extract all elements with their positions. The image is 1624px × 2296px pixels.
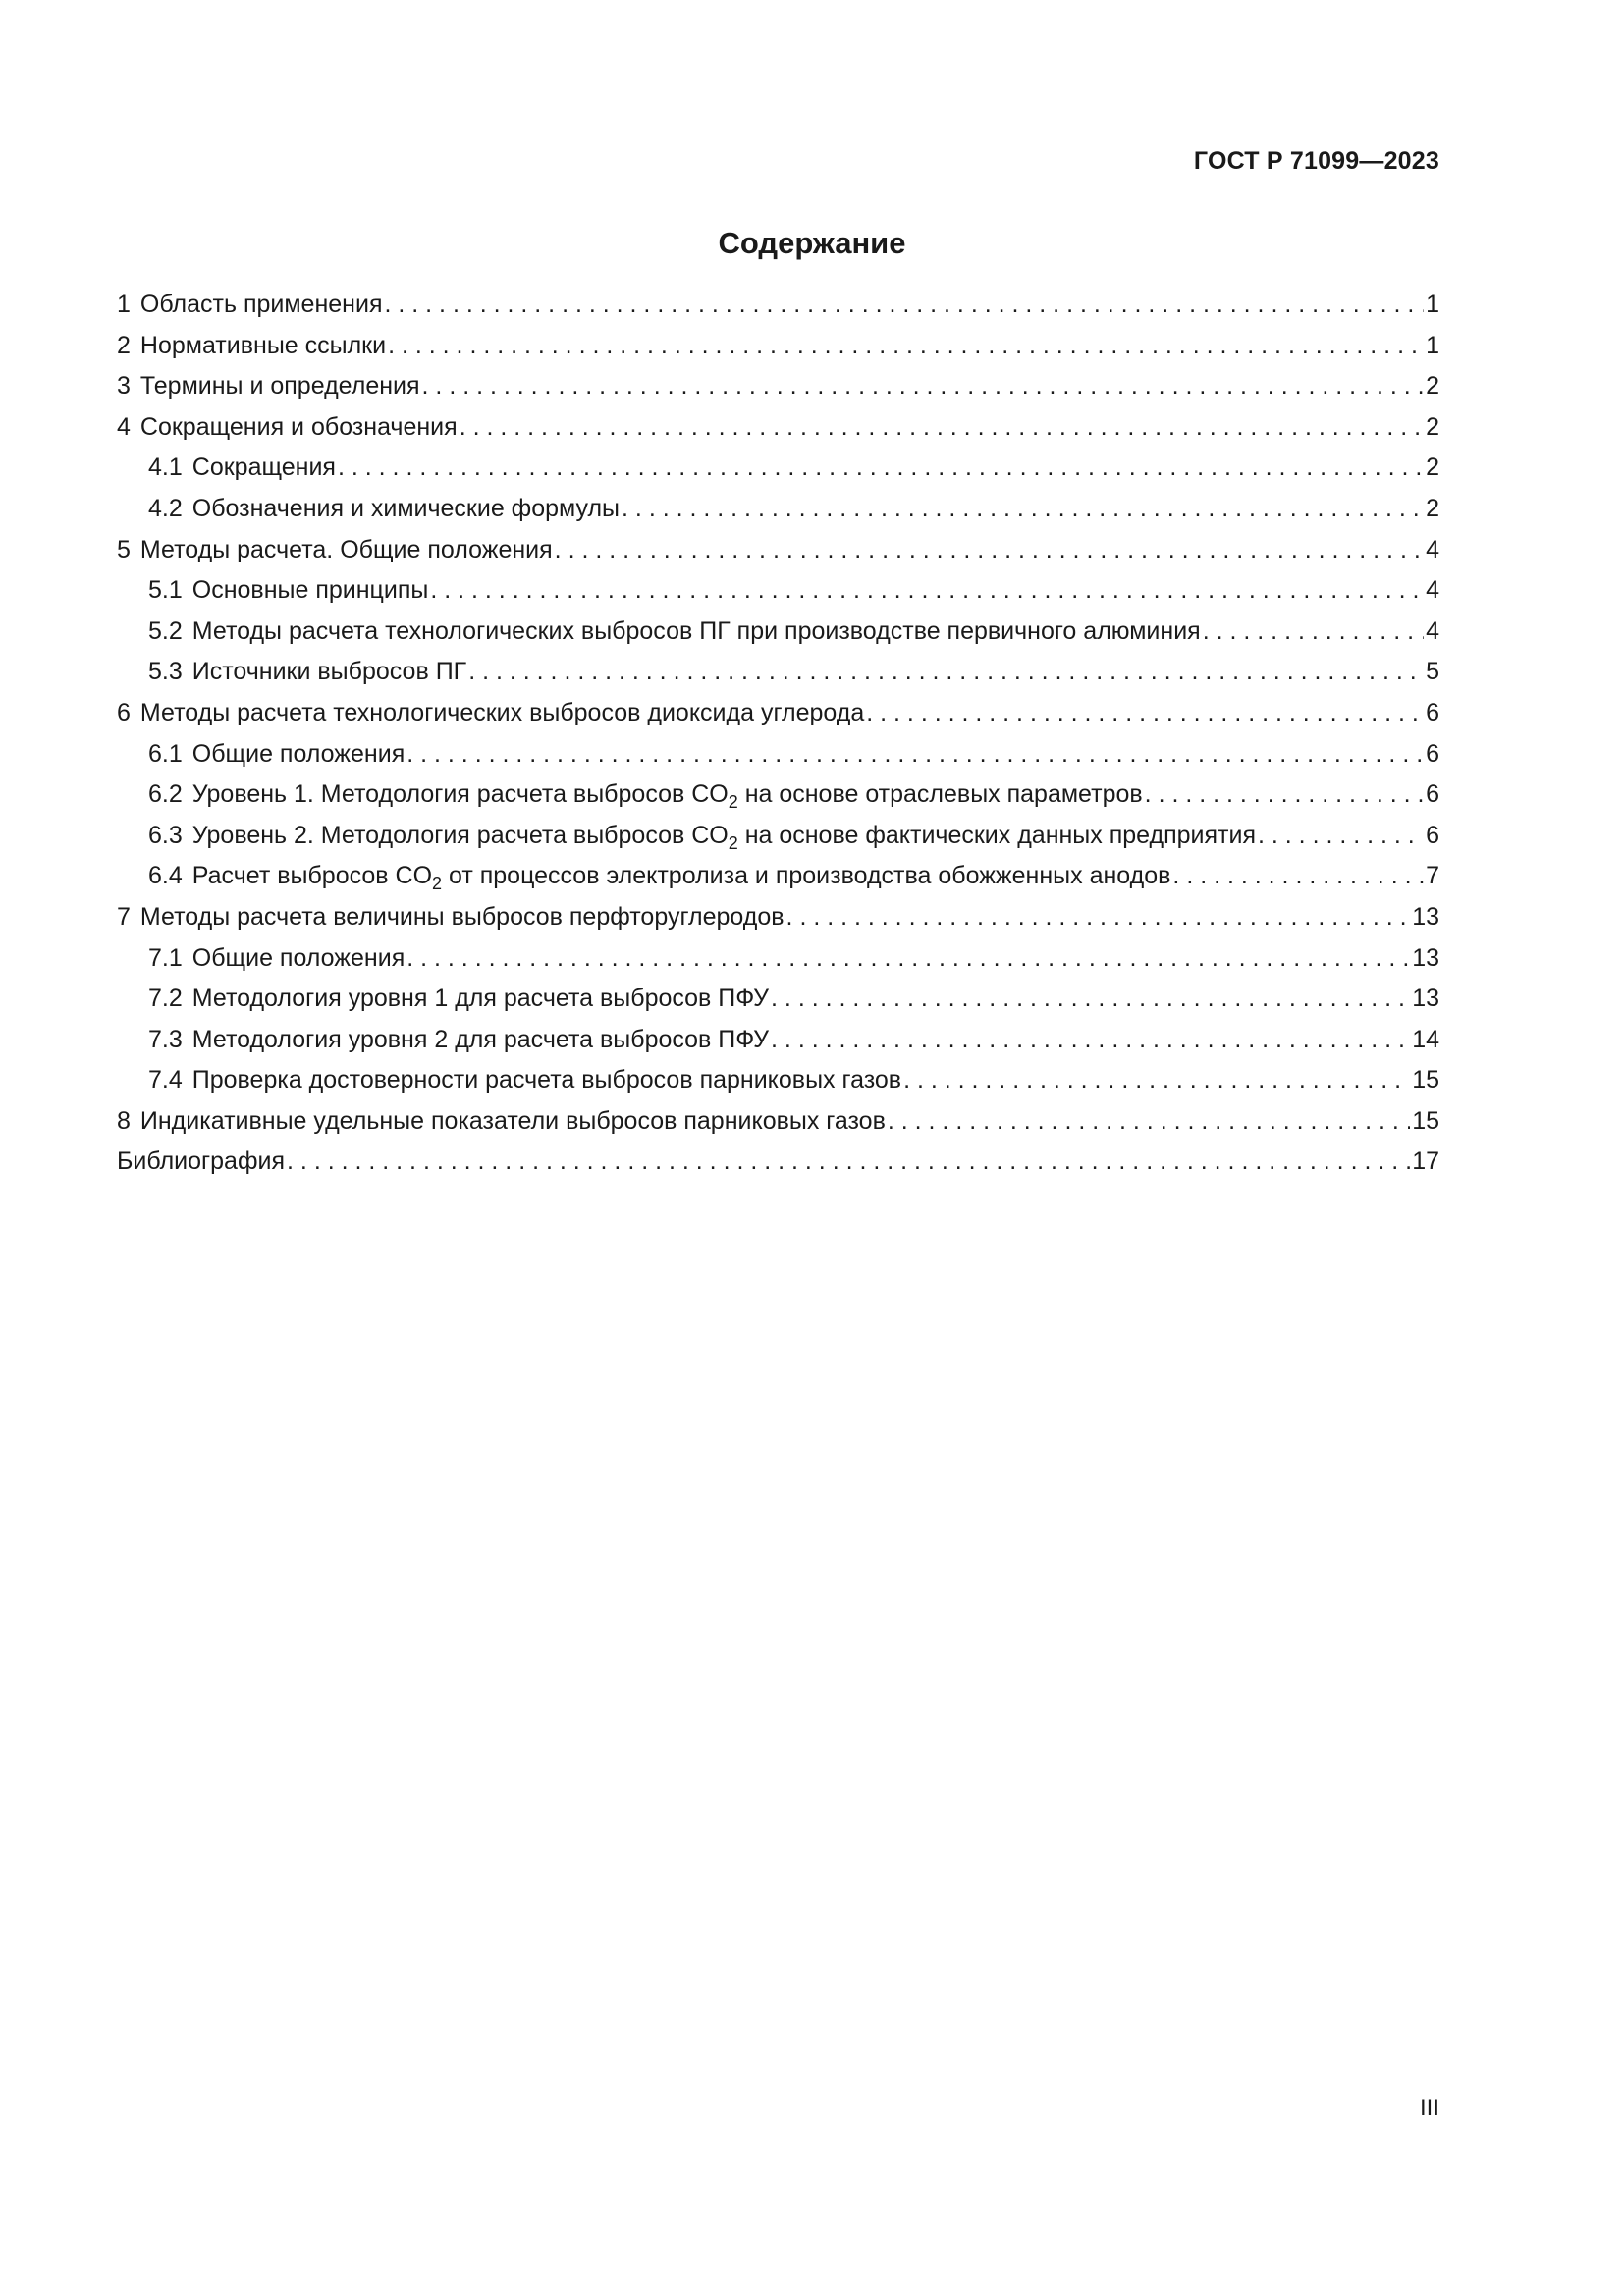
- toc-entry-number: 7.3: [148, 1025, 183, 1053]
- toc-entry-title: [192, 774, 1143, 816]
- toc-entry-title: Методология уровня 1 для расчета выбросов ПФУ: [191, 985, 770, 1013]
- toc-entry-title-text: Расчет выбросов CO: [191, 862, 433, 890]
- toc-entry-title: Сокращения: [191, 454, 336, 482]
- toc-entry[interactable]: [117, 1142, 1439, 1183]
- toc-entry-title-text: на основе фактических данных предприятия: [737, 821, 1256, 849]
- toc-entry-number: 7.2: [148, 985, 183, 1013]
- toc-entry-number: 5: [117, 535, 131, 563]
- toc-entry-number: 2: [117, 331, 131, 359]
- toc-entry-page: 1: [1426, 291, 1439, 318]
- toc-entry-title: Основные принципы: [191, 576, 429, 605]
- table-of-contents: [117, 285, 1439, 1183]
- toc-entry-number: 6.2: [148, 780, 183, 809]
- toc-dot-leader: [771, 1020, 1410, 1061]
- toc-entry[interactable]: [117, 897, 1439, 938]
- toc-entry-page: 13: [1412, 902, 1439, 931]
- toc-dot-leader: [771, 979, 1410, 1020]
- toc-entry[interactable]: [117, 1060, 1439, 1101]
- toc-entry-number: 4.1: [148, 454, 183, 482]
- subscript: 2: [728, 832, 738, 853]
- toc-entry-title-text: Уровень 1. Методология расчета выбросов CO: [191, 780, 729, 809]
- subscript: 2: [728, 792, 738, 813]
- toc-entry-title-text: от процессов электролиза и производства обожженных анодов: [442, 862, 1171, 890]
- toc-dot-leader: [1258, 816, 1424, 857]
- toc-entry-page: 6: [1426, 821, 1439, 849]
- toc-entry-number: 7.1: [148, 943, 183, 972]
- toc-entry[interactable]: [117, 856, 1439, 897]
- toc-entry[interactable]: [117, 530, 1439, 571]
- toc-entry-title: Методы расчета величины выбросов перфторуглеродов: [139, 902, 785, 931]
- toc-entry-page: 4: [1426, 616, 1439, 645]
- toc-entry-number: 4: [117, 412, 131, 441]
- toc-entry-title: Методы расчета. Общие положения: [139, 535, 553, 563]
- toc-dot-leader: [1172, 856, 1424, 897]
- toc-entry-title: [192, 816, 1256, 857]
- toc-entry-page: 4: [1426, 576, 1439, 605]
- toc-entry-title: Методы расчета технологических выбросов ПГ при производстве первичного алюминия: [191, 616, 1201, 645]
- toc-dot-leader: [1203, 612, 1424, 653]
- toc-dot-leader: [555, 530, 1424, 571]
- toc-entry-number: 3: [117, 372, 131, 400]
- toc-entry-page: 2: [1426, 494, 1439, 522]
- toc-entry[interactable]: [117, 979, 1439, 1020]
- toc-entry-title: Методология уровня 2 для расчета выбросов ПФУ: [191, 1025, 770, 1053]
- toc-entry-title: Область применения: [139, 291, 383, 318]
- toc-entry[interactable]: [117, 816, 1439, 857]
- toc-dot-leader: [888, 1101, 1410, 1143]
- toc-entry[interactable]: [117, 366, 1439, 407]
- toc-entry-number: 8: [117, 1106, 131, 1135]
- toc-entry-page: 2: [1426, 412, 1439, 441]
- toc-entry-number: 6.4: [148, 862, 183, 890]
- toc-entry[interactable]: [117, 285, 1439, 326]
- toc-entry[interactable]: [117, 448, 1439, 489]
- toc-entry-page: 14: [1412, 1025, 1439, 1053]
- toc-dot-leader: [388, 326, 1424, 367]
- toc-entry-number: 6.1: [148, 739, 183, 768]
- toc-entry-title: Сокращения и обозначения: [139, 412, 458, 441]
- toc-entry-title: Общие положения: [191, 943, 406, 972]
- toc-entry-page: 13: [1412, 985, 1439, 1013]
- toc-dot-leader: [430, 570, 1424, 612]
- toc-entry-number: 7.4: [148, 1066, 183, 1095]
- toc-entry-page: 6: [1426, 739, 1439, 768]
- toc-entry-title: Библиография: [117, 1148, 286, 1176]
- toc-entry[interactable]: [117, 326, 1439, 367]
- document-code: ГОСТ Р 71099—2023: [1193, 147, 1439, 175]
- toc-entry-title: Обозначения и химические формулы: [191, 494, 621, 522]
- toc-dot-leader: [406, 734, 1424, 775]
- toc-entry-number: 6.3: [148, 821, 183, 849]
- toc-entry-title: Проверка достоверности расчета выбросов парниковых газов: [191, 1066, 902, 1095]
- subscript: 2: [432, 874, 443, 894]
- toc-entry-page: 2: [1426, 372, 1439, 400]
- toc-entry-page: 17: [1412, 1148, 1439, 1176]
- page-number: III: [1419, 2095, 1439, 2121]
- toc-entry-title: [192, 856, 1171, 897]
- toc-dot-leader: [287, 1142, 1410, 1183]
- toc-entry-page: 15: [1412, 1066, 1439, 1095]
- toc-entry-page: 4: [1426, 535, 1439, 563]
- toc-entry-title-text: Уровень 2. Методология расчета выбросов CO: [191, 821, 729, 849]
- toc-entry[interactable]: [117, 1020, 1439, 1061]
- toc-dot-leader: [622, 489, 1424, 530]
- toc-entry-title: Термины и определения: [139, 372, 420, 400]
- toc-dot-leader: [1145, 774, 1424, 816]
- toc-dot-leader: [786, 897, 1411, 938]
- toc-entry-number: 5.3: [148, 658, 183, 686]
- toc-entry-number: 4.2: [148, 494, 183, 522]
- toc-entry-title: Методы расчета технологических выбросов диоксида углерода: [139, 698, 865, 726]
- toc-entry-number: 1: [117, 291, 131, 318]
- toc-entry-page: 7: [1426, 862, 1439, 890]
- toc-dot-leader: [384, 285, 1424, 326]
- toc-entry-page: 6: [1426, 698, 1439, 726]
- toc-entry-title-text: на основе отраслевых параметров: [737, 780, 1143, 809]
- toc-entry-title: Индикативные удельные показатели выбросов парниковых газов: [139, 1106, 886, 1135]
- toc-dot-leader: [422, 366, 1425, 407]
- toc-entry[interactable]: [117, 407, 1439, 449]
- toc-entry-number: 5.1: [148, 576, 183, 605]
- toc-entry[interactable]: [117, 734, 1439, 775]
- toc-dot-leader: [460, 407, 1424, 449]
- toc-dot-leader: [338, 448, 1424, 489]
- toc-entry-page: 6: [1426, 780, 1439, 809]
- toc-heading: Содержание: [718, 226, 906, 260]
- toc-entry-page: 15: [1412, 1106, 1439, 1135]
- toc-entry[interactable]: [117, 652, 1439, 693]
- toc-entry-page: 13: [1412, 943, 1439, 972]
- toc-entry-page: 2: [1426, 454, 1439, 482]
- toc-entry-page: 1: [1426, 331, 1439, 359]
- toc-dot-leader: [468, 652, 1424, 693]
- toc-dot-leader: [903, 1060, 1410, 1101]
- toc-entry-title: Нормативные ссылки: [139, 331, 387, 359]
- toc-entry[interactable]: [117, 938, 1439, 980]
- toc-dot-leader: [406, 938, 1410, 980]
- toc-entry-title: Источники выбросов ПГ: [191, 658, 467, 686]
- toc-entry[interactable]: [117, 774, 1439, 816]
- toc-entry[interactable]: [117, 1101, 1439, 1143]
- toc-entry[interactable]: [117, 570, 1439, 612]
- toc-entry-number: 7: [117, 902, 131, 931]
- toc-entry-title: Общие положения: [191, 739, 406, 768]
- toc-entry[interactable]: [117, 489, 1439, 530]
- toc-entry[interactable]: [117, 693, 1439, 734]
- toc-dot-leader: [866, 693, 1424, 734]
- toc-entry[interactable]: [117, 612, 1439, 653]
- toc-entry-number: 5.2: [148, 616, 183, 645]
- toc-entry-number: 6: [117, 698, 131, 726]
- toc-entry-page: 5: [1426, 658, 1439, 686]
